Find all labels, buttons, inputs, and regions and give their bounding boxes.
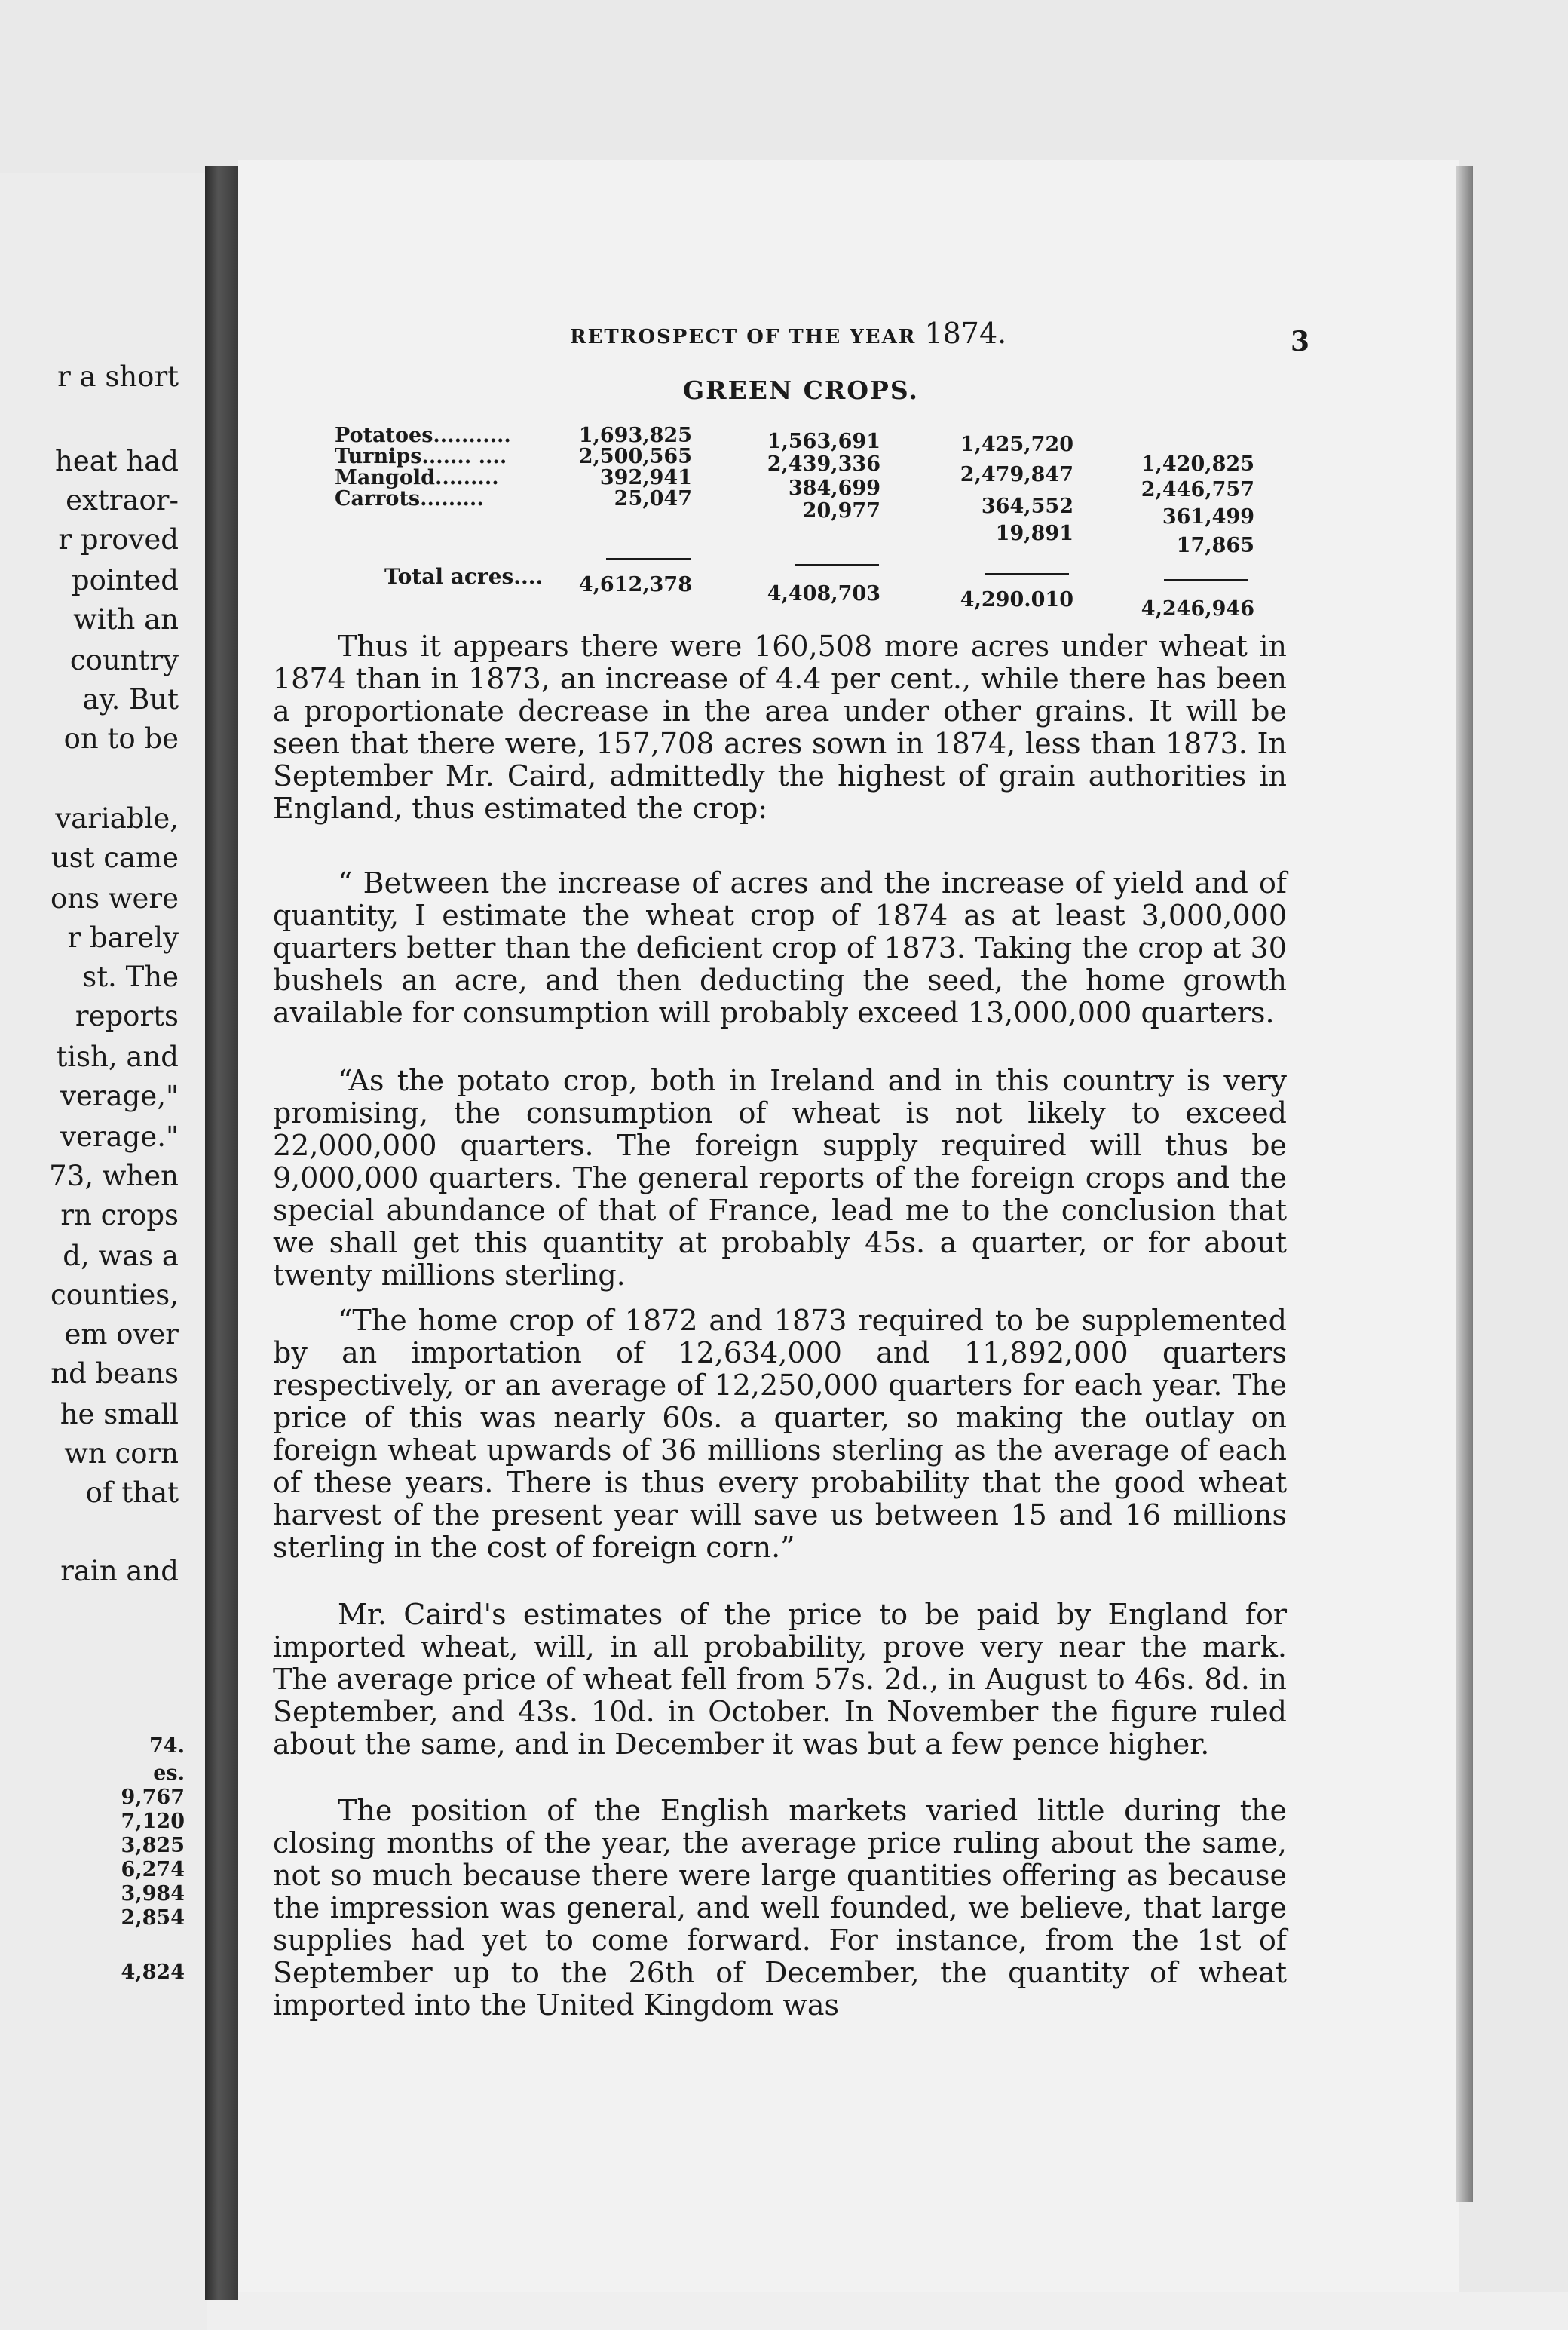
paragraph: [273, 1065, 1287, 1292]
page-number: 3: [1291, 326, 1310, 357]
total-value: 4,290.010: [960, 588, 1073, 612]
left-page-line: with an: [73, 603, 179, 636]
left-page-line: extraor-: [66, 484, 179, 517]
total-value: 4,408,703: [767, 582, 880, 605]
crop-value: 384,699: [788, 477, 880, 500]
paragraph: [273, 630, 1287, 825]
left-page-figure: 3,825: [121, 1834, 185, 1857]
left-page-line: ay. But: [82, 683, 179, 716]
left-page-figure: 9,767: [121, 1786, 185, 1809]
left-page-line: verage.": [60, 1121, 179, 1153]
crop-value: 19,891: [995, 522, 1073, 545]
left-page-line: ons were: [50, 882, 179, 915]
left-page-line: r proved: [58, 523, 179, 556]
left-page-line: rain and: [60, 1555, 179, 1587]
left-page-line: on to be: [63, 722, 179, 755]
crop-value: 1,563,691: [767, 430, 880, 453]
crop-value: 2,479,847: [960, 463, 1073, 486]
section-title: GREEN CROPS.: [683, 376, 919, 405]
crop-name: Mangold.........: [335, 466, 499, 489]
left-page-line: r barely: [67, 921, 179, 954]
page-edge: [1456, 166, 1473, 2202]
crop-value: 2,446,757: [1141, 478, 1254, 501]
crop-name: Potatoes...........: [335, 424, 511, 447]
left-page-figure: 2,854: [121, 1906, 185, 1930]
left-page-line: nd beans: [51, 1357, 179, 1390]
left-page-line: he small: [60, 1398, 179, 1430]
left-page-figure: 7,120: [121, 1810, 185, 1833]
header-year: 1874.: [924, 317, 1007, 350]
crop-name: Turnips....... ....: [335, 445, 507, 468]
total-rule: [606, 558, 691, 560]
left-page-line: tish, and: [56, 1041, 179, 1073]
paragraph-text: Thus it appears there were 160,508 more acres under wheat in 1874 than in 1873, an increase of 4.4 per cent., while there has been a proportionate decrease in the area under other grains. It will be seen that there were, 157,708 acres sown in 1874, less than 1873. In September Mr. Caird, admittedly the highest of grain authorities in England, thus estimated the crop:: [273, 630, 1287, 825]
paragraph-text: “As the potato crop, both in Ireland and in this country is very promising, the consumption of wheat is not likely to exceed 22,000,000 quarters. The foreign supply required will thus be 9,000,000 quarters. The general reports of the foreign crops and the special abundance of that of France, lead me to the conclusion that we shall get this quantity at probably 45s. a quarter, or for about twenty millions sterling.: [273, 1064, 1287, 1292]
crop-value: 392,941: [599, 466, 692, 489]
left-page-line: verage,": [60, 1080, 179, 1112]
paragraph-text: “The home crop of 1872 and 1873 required to be supplemented by an importation of 12,634,000 and 11,892,000 quarters respectively, or an average of 12,250,000 quarters for each year. The price of this was nearly 60s. a quarter, so making the outlay on foreign wheat upwards of 36 millions sterling as the average of each of these years. There is thus every probability that the good wheat harvest of the present year will save us between 15 and 16 millions sterling in the cost of foreign corn.”: [273, 1304, 1287, 1564]
crop-value: 1,693,825: [578, 424, 692, 447]
left-page-line: d, was a: [63, 1240, 179, 1272]
book-gutter: [205, 166, 238, 2300]
left-page-line: r a short: [57, 360, 179, 393]
left-page-figure: es.: [153, 1761, 185, 1785]
header-title: RETROSPECT OF THE YEAR: [570, 326, 917, 348]
running-header: [570, 317, 1006, 350]
paragraph-text: “ Between the increase of acres and the increase of yield and of quantity, I estimate the wheat crop of 1874 as at least 3,000,000 quarters better than the deficient crop of 1873. Taking the crop at 30 bushels an acre, and then deducting the seed, the home growth available for consumption will probably exceed 13,000,000 quarters.: [273, 866, 1287, 1029]
total-rule: [985, 573, 1069, 575]
left-page-line: rn crops: [60, 1199, 179, 1231]
crop-value: 2,500,565: [578, 445, 692, 468]
paragraph-text: The position of the English markets varied little during the closing months of the year, the average price ruling about the same, not so much because there were large quantities offering as because the impression was general, and well founded, we believe, that large supplies had yet to come forward. For instance, from the 1st of September up to the 26th of December, the quantity of wheat imported into the United Kingdom was: [273, 1794, 1287, 2022]
left-page-figure: 74.: [149, 1734, 185, 1758]
left-page-line: reports: [75, 1000, 179, 1032]
total-value: 4,612,378: [578, 573, 692, 596]
crop-value: 1,420,825: [1141, 452, 1254, 476]
total-value: 4,246,946: [1141, 597, 1254, 621]
crop-value: 361,499: [1162, 505, 1254, 529]
crop-value: 2,439,336: [767, 452, 880, 476]
crop-value: 20,977: [802, 499, 880, 523]
crop-value: 364,552: [981, 495, 1073, 518]
left-page-fragment: [0, 173, 207, 2330]
paragraph: [273, 1795, 1287, 2022]
left-page-line: 73, when: [49, 1160, 179, 1192]
crop-name: Carrots.........: [335, 487, 484, 510]
left-page-line: counties,: [50, 1279, 179, 1311]
left-page-line: wn corn: [64, 1437, 179, 1470]
left-page-figure: 6,274: [121, 1858, 185, 1881]
left-page-line: variable,: [55, 802, 179, 835]
crop-value: 17,865: [1176, 534, 1254, 557]
left-page-line: of that: [85, 1476, 179, 1509]
left-page-line: country: [69, 644, 179, 676]
paragraph: [273, 1304, 1287, 1564]
left-page-line: ust came: [51, 842, 179, 874]
total-rule: [795, 564, 879, 566]
paragraph: [273, 1599, 1287, 1761]
left-page-line: heat had: [55, 445, 179, 477]
left-page-figure: 3,984: [121, 1882, 185, 1905]
paragraph: [273, 867, 1287, 1029]
left-page-figure: 4,824: [121, 1961, 185, 1984]
total-rule: [1164, 579, 1248, 581]
paragraph-text: Mr. Caird's estimates of the price to be paid by England for imported wheat, will, in all probability, prove very near the mark. The average price of wheat fell from 57s. 2d., in August to 46s. 8d. in September, and 43s. 10d. in October. In November the figure ruled about the same, and in December it was but a few pence higher.: [273, 1598, 1287, 1761]
crop-value: 1,425,720: [960, 433, 1073, 456]
left-page-line: pointed: [71, 564, 179, 596]
crop-value: 25,047: [614, 487, 692, 510]
left-page-line: em over: [64, 1318, 179, 1350]
left-page-line: st. The: [82, 961, 179, 993]
total-label: Total acres....: [384, 564, 544, 589]
